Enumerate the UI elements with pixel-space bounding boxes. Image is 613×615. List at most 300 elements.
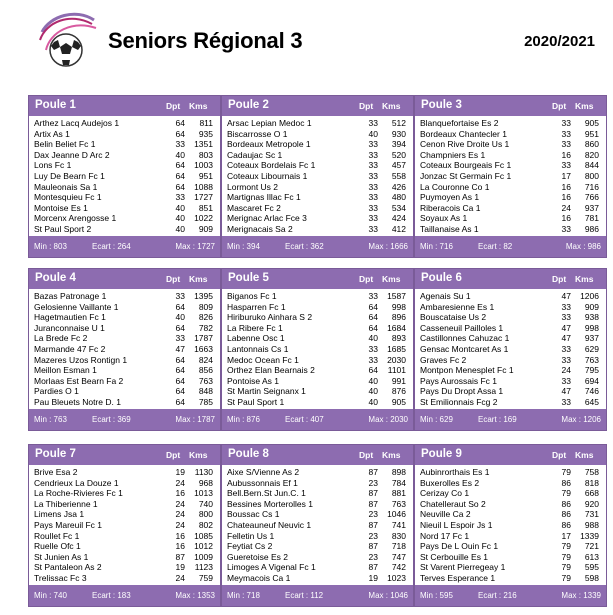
team-name: Bazas Patronage 1 xyxy=(34,291,107,301)
poule-footer xyxy=(29,585,220,606)
team-dpt: 64 xyxy=(175,128,185,139)
team-dpt: 19 xyxy=(368,572,378,583)
team-dpt: 24 xyxy=(175,477,185,488)
team-dpt: 87 xyxy=(368,541,378,552)
team-row xyxy=(222,520,413,531)
team-name: Buxerolles Es 2 xyxy=(420,477,480,488)
team-row xyxy=(222,160,413,171)
team-row xyxy=(415,160,606,171)
team-dpt: 79 xyxy=(561,467,571,477)
team-dpt: 24 xyxy=(175,519,185,530)
team-name: Gensac Montcaret As 1 xyxy=(420,343,509,354)
team-kms: 718 xyxy=(391,541,406,552)
team-row xyxy=(29,386,220,397)
team-row xyxy=(222,541,413,552)
team-name: Terves Esperance 1 xyxy=(420,572,496,583)
team-kms: 1046 xyxy=(387,509,406,520)
team-name: Pau Bleuets Notre D. 1 xyxy=(34,396,121,407)
poule-title: Poule 6 xyxy=(421,272,462,284)
team-kms: 759 xyxy=(198,572,213,583)
team-dpt: 64 xyxy=(175,160,185,171)
team-name: Trelissac Fc 3 xyxy=(34,572,87,583)
team-dpt: 24 xyxy=(561,202,571,213)
team-name: Biganos Fc 1 xyxy=(227,291,277,301)
min-distance: Min : 716 xyxy=(420,242,453,251)
team-kms: 905 xyxy=(391,396,406,407)
team-kms: 424 xyxy=(391,213,406,224)
team-name: Arthez Lacq Audejos 1 xyxy=(34,118,120,128)
team-kms: 766 xyxy=(584,192,599,203)
team-kms: 968 xyxy=(198,477,213,488)
team-dpt: 64 xyxy=(175,322,185,333)
ecart-distance: Ecart : 216 xyxy=(478,591,517,600)
team-name: Labenne Osc 1 xyxy=(227,333,285,344)
team-kms: 824 xyxy=(198,354,213,365)
column-header-dpt: Dpt xyxy=(166,274,181,284)
team-row xyxy=(222,213,413,224)
team-kms: 1206 xyxy=(580,291,599,301)
team-dpt: 79 xyxy=(561,562,571,573)
team-row xyxy=(29,312,220,323)
team-row xyxy=(415,171,606,182)
team-kms: 998 xyxy=(584,322,599,333)
team-dpt: 33 xyxy=(368,181,378,192)
team-kms: 856 xyxy=(198,365,213,376)
team-row xyxy=(222,509,413,520)
team-dpt: 33 xyxy=(368,354,378,365)
team-dpt: 33 xyxy=(368,223,378,234)
team-dpt: 87 xyxy=(368,519,378,530)
team-kms: 1088 xyxy=(194,181,213,192)
team-kms: 820 xyxy=(584,149,599,160)
team-row xyxy=(222,333,413,344)
team-name: St Emilionnais Fcg 2 xyxy=(420,396,498,407)
team-name: Mascaret Fc 2 xyxy=(227,202,281,213)
max-distance: Max : 1787 xyxy=(175,415,215,424)
team-kms: 1009 xyxy=(194,551,213,562)
team-dpt: 40 xyxy=(368,375,378,386)
team-row xyxy=(415,376,606,387)
team-dpt: 64 xyxy=(368,365,378,376)
column-header-kms: Kms xyxy=(382,101,401,111)
team-dpt: 33 xyxy=(368,343,378,354)
poule-header xyxy=(415,445,606,465)
team-name: St Cerbouille Es 1 xyxy=(420,551,489,562)
team-kms: 394 xyxy=(391,139,406,150)
team-kms: 1085 xyxy=(194,530,213,541)
team-kms: 1012 xyxy=(194,541,213,552)
team-name: Juranconnaise U 1 xyxy=(34,322,105,333)
team-dpt: 23 xyxy=(368,551,378,562)
max-distance: Max : 1727 xyxy=(175,242,215,251)
team-row xyxy=(29,541,220,552)
poule-footer xyxy=(29,409,220,430)
team-kms: 668 xyxy=(584,488,599,499)
team-kms: 716 xyxy=(584,181,599,192)
team-name: St Paul Sport 1 xyxy=(227,396,285,407)
team-name: Belin Beliet Fc 1 xyxy=(34,139,96,150)
team-row xyxy=(29,333,220,344)
max-distance: Max : 1666 xyxy=(368,242,408,251)
min-distance: Min : 629 xyxy=(420,415,453,424)
team-kms: 851 xyxy=(198,202,213,213)
team-name: Graves Fc 2 xyxy=(420,354,467,365)
min-distance: Min : 718 xyxy=(227,591,260,600)
team-row xyxy=(29,160,220,171)
team-dpt: 33 xyxy=(561,354,571,365)
team-name: Cerizay Co 1 xyxy=(420,488,470,499)
team-name: St Pantaleon As 2 xyxy=(34,562,102,573)
team-row xyxy=(29,467,220,478)
team-dpt: 17 xyxy=(561,530,571,541)
team-row xyxy=(222,150,413,161)
team-name: Meillon Esman 1 xyxy=(34,365,97,376)
team-row xyxy=(29,129,220,140)
team-name: La Thiberienne 1 xyxy=(34,498,98,509)
team-dpt: 16 xyxy=(561,149,571,160)
team-list xyxy=(29,289,220,407)
team-kms: 763 xyxy=(584,354,599,365)
team-dpt: 64 xyxy=(175,181,185,192)
team-name: Gelosienne Vaillante 1 xyxy=(34,301,119,312)
team-dpt: 33 xyxy=(175,139,185,150)
column-header-dpt: Dpt xyxy=(552,101,567,111)
team-name: Cenon Rive Droite Us 1 xyxy=(420,139,510,150)
team-row xyxy=(415,552,606,563)
team-row xyxy=(222,365,413,376)
poule-9-card xyxy=(414,444,607,607)
team-row xyxy=(415,355,606,366)
team-dpt: 86 xyxy=(561,498,571,509)
team-dpt: 64 xyxy=(175,170,185,181)
team-dpt: 19 xyxy=(175,467,185,477)
team-name: Brive Esa 2 xyxy=(34,467,78,477)
team-row xyxy=(29,291,220,302)
team-dpt: 40 xyxy=(175,223,185,234)
team-name: Meymacois Ca 1 xyxy=(227,572,291,583)
team-row xyxy=(222,192,413,203)
team-dpt: 16 xyxy=(175,488,185,499)
team-name: Castillonnes Cahuzac 1 xyxy=(420,333,510,344)
team-row xyxy=(415,365,606,376)
team-name: Bell.Bern.St Jun.C. 1 xyxy=(227,488,306,499)
team-name: Agenais Su 1 xyxy=(420,291,471,301)
team-kms: 512 xyxy=(391,118,406,128)
team-dpt: 16 xyxy=(561,213,571,224)
team-name: Martignas Illac Fc 1 xyxy=(227,192,301,203)
team-kms: 1023 xyxy=(387,572,406,583)
team-dpt: 33 xyxy=(368,139,378,150)
team-row xyxy=(222,552,413,563)
team-name: Lons Fc 1 xyxy=(34,160,72,171)
team-kms: 909 xyxy=(584,301,599,312)
team-row xyxy=(222,118,413,129)
team-name: Aubinrorthais Es 1 xyxy=(420,467,490,477)
football-logo-icon xyxy=(36,10,98,72)
team-kms: 898 xyxy=(391,467,406,477)
team-dpt: 40 xyxy=(175,213,185,224)
team-dpt: 64 xyxy=(368,312,378,323)
team-kms: 534 xyxy=(391,202,406,213)
team-dpt: 33 xyxy=(561,223,571,234)
season-label: 2020/2021 xyxy=(524,33,595,50)
team-row xyxy=(415,397,606,408)
team-list xyxy=(415,465,606,583)
column-header-kms: Kms xyxy=(189,101,208,111)
page-title: Seniors Régional 3 xyxy=(108,28,303,53)
team-row xyxy=(415,224,606,235)
team-name: La Ribere Fc 1 xyxy=(227,322,283,333)
column-header-kms: Kms xyxy=(575,274,594,284)
team-dpt: 33 xyxy=(561,396,571,407)
poule-header xyxy=(222,445,413,465)
team-name: Montoise Es 1 xyxy=(34,202,88,213)
team-name: Mauleonais Sa 1 xyxy=(34,181,98,192)
team-dpt: 33 xyxy=(561,118,571,128)
team-dpt: 33 xyxy=(175,291,185,301)
team-kms: 986 xyxy=(584,223,599,234)
team-row xyxy=(415,182,606,193)
team-row xyxy=(29,213,220,224)
team-dpt: 64 xyxy=(175,118,185,128)
team-dpt: 40 xyxy=(368,396,378,407)
team-name: St Varent Pierregeay 1 xyxy=(420,562,506,573)
team-name: Neuville Ca 2 xyxy=(420,509,471,520)
team-kms: 731 xyxy=(584,509,599,520)
team-row xyxy=(29,552,220,563)
team-name: Marmande 47 Fc 2 xyxy=(34,343,106,354)
min-distance: Min : 876 xyxy=(227,415,260,424)
team-dpt: 33 xyxy=(368,213,378,224)
max-distance: Max : 1046 xyxy=(368,591,408,600)
team-kms: 937 xyxy=(584,202,599,213)
column-header-dpt: Dpt xyxy=(166,101,181,111)
team-kms: 2030 xyxy=(387,354,406,365)
team-dpt: 33 xyxy=(368,202,378,213)
team-kms: 746 xyxy=(584,386,599,397)
team-kms: 896 xyxy=(391,312,406,323)
team-dpt: 40 xyxy=(368,386,378,397)
team-dpt: 79 xyxy=(561,488,571,499)
team-name: Pontoise As 1 xyxy=(227,375,279,386)
team-dpt: 16 xyxy=(175,530,185,541)
team-row xyxy=(222,291,413,302)
poule-title: Poule 5 xyxy=(228,272,269,284)
team-dpt: 33 xyxy=(561,139,571,150)
team-name: Medoc Ocean Fc 1 xyxy=(227,354,299,365)
team-name: Ambaresienne Es 1 xyxy=(420,301,495,312)
team-name: Casseneuil Pailloles 1 xyxy=(420,322,504,333)
team-name: Puymoyen As 1 xyxy=(420,192,480,203)
ecart-distance: Ecart : 264 xyxy=(92,242,131,251)
team-row xyxy=(415,562,606,573)
poule-5-card xyxy=(221,268,414,431)
team-name: Limoges A Vigenal Fc 1 xyxy=(227,562,316,573)
poule-header xyxy=(29,445,220,465)
team-list xyxy=(222,289,413,407)
team-row xyxy=(29,224,220,235)
team-name: Hasparren Fc 1 xyxy=(227,301,286,312)
team-row xyxy=(415,192,606,203)
team-row xyxy=(415,531,606,542)
team-kms: 881 xyxy=(391,488,406,499)
team-name: Chateauneuf Neuvic 1 xyxy=(227,519,312,530)
page-header xyxy=(0,0,613,95)
team-name: Jonzac St Germain Fc 1 xyxy=(420,170,512,181)
team-dpt: 19 xyxy=(175,562,185,573)
ecart-distance: Ecart : 183 xyxy=(92,591,131,600)
team-kms: 1003 xyxy=(194,160,213,171)
ecart-distance: Ecart : 169 xyxy=(478,415,517,424)
ecart-distance: Ecart : 112 xyxy=(285,591,324,600)
team-dpt: 47 xyxy=(175,343,185,354)
team-row xyxy=(29,562,220,573)
team-list xyxy=(415,289,606,407)
team-row xyxy=(29,488,220,499)
team-kms: 893 xyxy=(391,333,406,344)
min-distance: Min : 394 xyxy=(227,242,260,251)
team-name: Mazeres Uzos Rontign 1 xyxy=(34,354,128,365)
team-kms: 457 xyxy=(391,160,406,171)
team-kms: 1101 xyxy=(387,365,406,376)
column-header-dpt: Dpt xyxy=(359,450,374,460)
team-name: Coteaux Bourgeais Fc 1 xyxy=(420,160,512,171)
team-kms: 802 xyxy=(198,519,213,530)
team-dpt: 47 xyxy=(561,333,571,344)
max-distance: Max : 986 xyxy=(565,242,601,251)
team-kms: 800 xyxy=(198,509,213,520)
team-dpt: 33 xyxy=(561,375,571,386)
team-row xyxy=(222,376,413,387)
team-kms: 1013 xyxy=(194,488,213,499)
team-name: Hagetmautien Fc 1 xyxy=(34,312,106,323)
team-row xyxy=(222,355,413,366)
team-dpt: 16 xyxy=(561,181,571,192)
team-name: Pays Aurossais Fc 1 xyxy=(420,375,498,386)
team-row xyxy=(415,573,606,584)
team-kms: 803 xyxy=(198,149,213,160)
team-row xyxy=(222,203,413,214)
team-row xyxy=(415,386,606,397)
team-dpt: 23 xyxy=(368,509,378,520)
team-dpt: 33 xyxy=(561,343,571,354)
max-distance: Max : 1353 xyxy=(175,591,215,600)
team-row xyxy=(29,203,220,214)
team-name: La Brede Fc 2 xyxy=(34,333,88,344)
team-row xyxy=(222,478,413,489)
team-name: Biscarrosse O 1 xyxy=(227,128,288,139)
team-dpt: 87 xyxy=(368,498,378,509)
team-row xyxy=(415,509,606,520)
team-row xyxy=(29,573,220,584)
team-row xyxy=(415,333,606,344)
team-dpt: 64 xyxy=(368,322,378,333)
team-row xyxy=(29,302,220,313)
team-dpt: 16 xyxy=(561,192,571,203)
team-list xyxy=(222,465,413,583)
team-name: Aixe S/Vienne As 2 xyxy=(227,467,300,477)
team-row xyxy=(222,302,413,313)
team-name: Feytiat Cs 2 xyxy=(227,541,273,552)
poule-title: Poule 4 xyxy=(35,272,76,284)
column-header-kms: Kms xyxy=(189,450,208,460)
team-kms: 480 xyxy=(391,192,406,203)
team-dpt: 17 xyxy=(561,170,571,181)
team-name: Limens Jsa 1 xyxy=(34,509,85,520)
team-row xyxy=(222,467,413,478)
team-kms: 830 xyxy=(391,530,406,541)
team-row xyxy=(29,118,220,129)
team-name: Taillanaise As 1 xyxy=(420,223,479,234)
poule-header xyxy=(29,269,220,289)
team-dpt: 33 xyxy=(561,128,571,139)
team-row xyxy=(415,291,606,302)
team-row xyxy=(222,573,413,584)
team-name: Montesquieu Fc 1 xyxy=(34,192,102,203)
team-dpt: 64 xyxy=(175,386,185,397)
team-dpt: 23 xyxy=(368,530,378,541)
team-kms: 920 xyxy=(584,498,599,509)
team-row xyxy=(415,488,606,499)
team-name: Merignacais Sa 2 xyxy=(227,223,293,234)
team-kms: 1684 xyxy=(387,322,406,333)
team-kms: 782 xyxy=(198,322,213,333)
team-kms: 937 xyxy=(584,333,599,344)
team-name: Bordeaux Metropole 1 xyxy=(227,139,311,150)
poule-6-card xyxy=(414,268,607,431)
team-kms: 991 xyxy=(391,375,406,386)
max-distance: Max : 1206 xyxy=(561,415,601,424)
poule-1-card xyxy=(28,95,221,258)
poule-title: Poule 8 xyxy=(228,448,269,460)
team-row xyxy=(222,139,413,150)
team-dpt: 79 xyxy=(561,572,571,583)
column-header-dpt: Dpt xyxy=(166,450,181,460)
team-dpt: 24 xyxy=(175,509,185,520)
team-row xyxy=(29,182,220,193)
min-distance: Min : 763 xyxy=(34,415,67,424)
team-name: St Martin Seignanx 1 xyxy=(227,386,306,397)
team-kms: 800 xyxy=(584,170,599,181)
team-name: Cendrieux La Douze 1 xyxy=(34,477,119,488)
team-row xyxy=(415,118,606,129)
team-kms: 826 xyxy=(198,312,213,323)
poule-footer xyxy=(415,409,606,430)
team-name: Boussac Cs 1 xyxy=(227,509,280,520)
team-name: Aubussonnais Ef 1 xyxy=(227,477,298,488)
team-kms: 809 xyxy=(198,301,213,312)
min-distance: Min : 740 xyxy=(34,591,67,600)
team-row xyxy=(415,150,606,161)
team-dpt: 16 xyxy=(175,541,185,552)
team-name: Pardies O 1 xyxy=(34,386,79,397)
team-name: Blanquefortaise Es 2 xyxy=(420,118,499,128)
max-distance: Max : 2030 xyxy=(368,415,408,424)
team-row xyxy=(415,139,606,150)
column-header-kms: Kms xyxy=(575,101,594,111)
team-name: Soyaux As 1 xyxy=(420,213,468,224)
team-kms: 613 xyxy=(584,551,599,562)
min-distance: Min : 803 xyxy=(34,242,67,251)
team-dpt: 86 xyxy=(561,477,571,488)
team-kms: 721 xyxy=(584,541,599,552)
team-kms: 1787 xyxy=(194,333,213,344)
column-header-kms: Kms xyxy=(189,274,208,284)
team-name: Gueretoise Es 2 xyxy=(227,551,288,562)
team-name: St Junien As 1 xyxy=(34,551,89,562)
poule-8-card xyxy=(221,444,414,607)
team-kms: 629 xyxy=(584,343,599,354)
